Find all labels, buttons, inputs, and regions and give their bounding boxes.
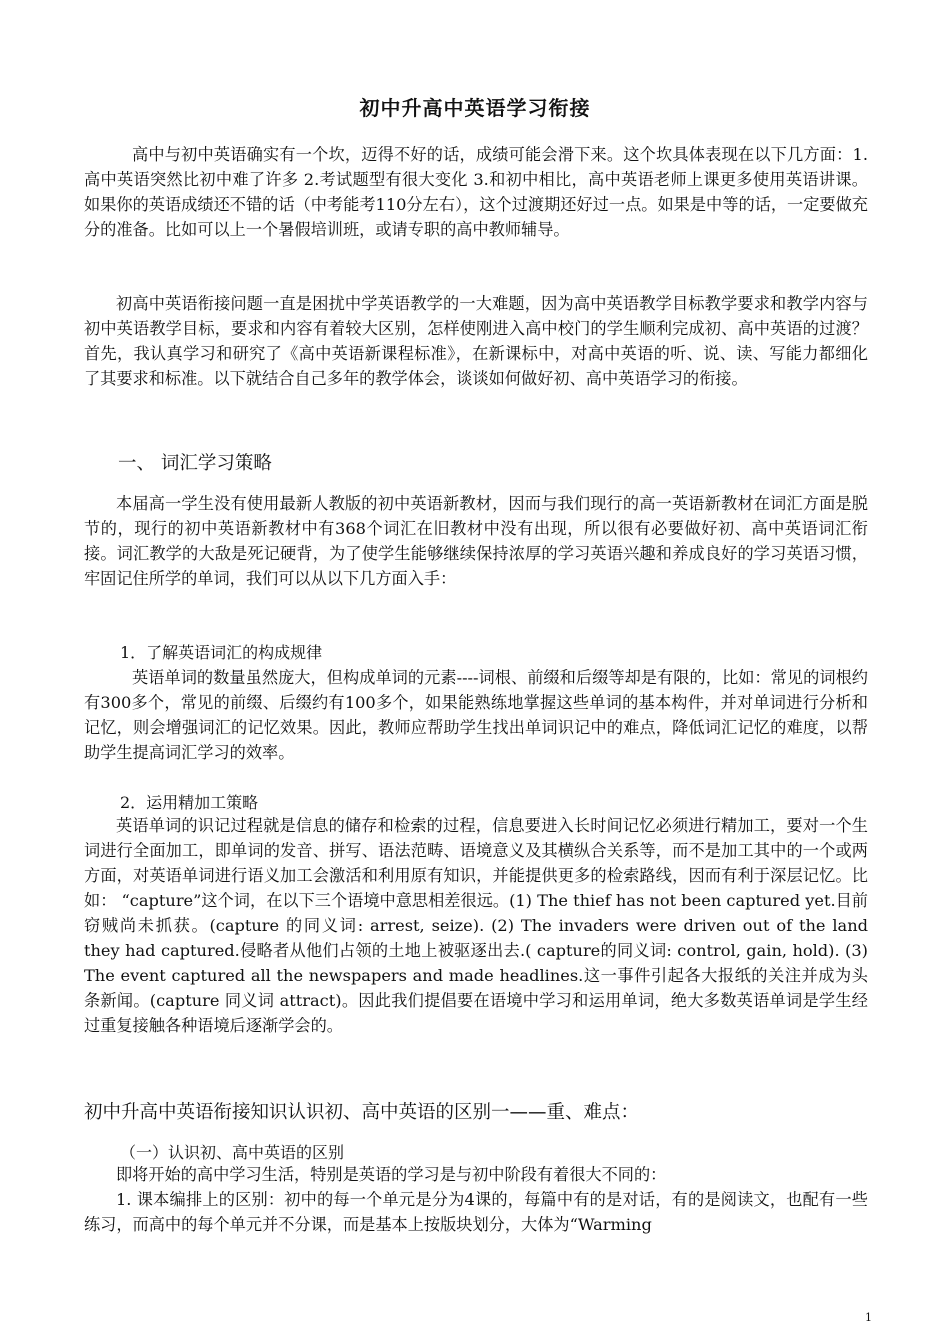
- section-heading-differences: 初中升高中英语衔接知识认识初、高中英语的区别一——重、难点：: [84, 1102, 640, 1123]
- paragraph-teaching-transition: 初高中英语衔接问题一直是困扰中学英语教学的一大难题，因为高中英语教学目标教学要求和教学内容与初中英语教学目标，要求和内容有着较大区别，怎样使刚进入高中校门的学生顺利完成初、高中英语的过渡？首先，我认真学习和研究了《高中英语新课程标准》，在新课标中，对高中英语的听、说、读、写能力都细化了其要求和标准。以下就结合自己多年的教学体会，谈谈如何做好初、高中英语学习的衔接。: [84, 294, 868, 388]
- page-number: 1: [865, 1311, 872, 1324]
- page-title: 初中升高中英语学习衔接: [359, 96, 591, 120]
- paragraph-elaboration-strategy: 英语单词的识记过程就是信息的储存和检索的过程，信息要进入长时间记忆必须进行精加工，要对一个生词进行全面加工，即单词的发音、拼写、语法范畴、语境意义及其横纵合关系等，而不是加工其中的一个或两方面，对英语单词进行语义加工会激活和利用原有知识，并能提供更多的检索路线，因而有利于深层记忆。比如： “capture”这个词，在以下三个语境中意思相差很远。(1) The thief has not been captured yet.目前窃贼尚未抓获。(capture 的同义词: arrest, seize). (2) The invaders were driven out of the land they had captured.侵略者从他们占领的土地上被驱逐出去.( capture的同义词: control, gain, hold). (3) The event captured all the newspapers and made headlines.这一事件引起各大报纸的关注并成为头条新闻。(capture 同义词 attract)。因此我们提倡要在语境中学习和运用单词，绝大多数英语单词是学生经过重复接触各种语境后逐渐学会的。: [84, 816, 868, 1035]
- paragraph-vocabulary-strategy: 本届高一学生没有使用最新人教版的初中英语新教材，因而与我们现行的高一英语新教材在词汇方面是脱节的，现行的初中英语新教材中有368个词汇在旧教材中没有出现，所以很有必要做好初、高中英语词汇衔接。词汇教学的大敌是死记硬背，为了使学生能够继续保持浓厚的学习英语兴趣和养成良好的学习英语习惯，牢固记住所学的单词，我们可以从以下几方面入手：: [84, 494, 868, 588]
- paragraph-word-formation: 英语单词的数量虽然庞大，但构成单词的元素----词根、前缀和后缀等却是有限的，比如：常见的词根约有300多个，常见的前缀、后缀约有100多个，如果能熟练地掌握这些单词的基本构件，并对单词进行分析和记忆，则会增强词汇的记忆效果。因此，教师应帮助学生找出单词识记中的难点，降低词汇记忆的难度，以帮助学生提高词汇学习的效率。: [84, 668, 868, 762]
- intro-paragraph: 高中与初中英语确实有一个坎，迈得不好的话，成绩可能会滑下来。这个坎具体表现在以下几方面：1.高中英语突然比初中难了许多 2.考试题型有很大变化 3.和初中相比，高中英语老师上课更多使用英语讲课。如果你的英语成绩还不错的话（中考能考110分左右），这个过渡期还好过一点。如果是中等的话，一定要做充分的准备。比如可以上一个暑假培训班，或请专职的高中教师辅导。: [84, 145, 868, 239]
- subsection-heading-recognize-differences: （一）认识初、高中英语的区别: [120, 1143, 345, 1162]
- subsection-heading-word-formation: 1．了解英语词汇的构成规律: [120, 643, 323, 662]
- paragraph-textbook-differences: 1. 课本编排上的区别：初中的每一个单元是分为4课的，每篇中有的是对话，有的是阅读文，也配有一些练习，而高中的每个单元并不分课，而是基本上按版块划分，大体为“Warming: [84, 1190, 868, 1234]
- subsection-heading-elaboration: 2．运用精加工策略: [120, 793, 259, 812]
- paragraph-high-school-life: 即将开始的高中学习生活，特别是英语的学习是与初中阶段有着很大不同的：: [116, 1165, 667, 1184]
- section-heading-vocabulary: 一、 词汇学习策略: [118, 453, 272, 474]
